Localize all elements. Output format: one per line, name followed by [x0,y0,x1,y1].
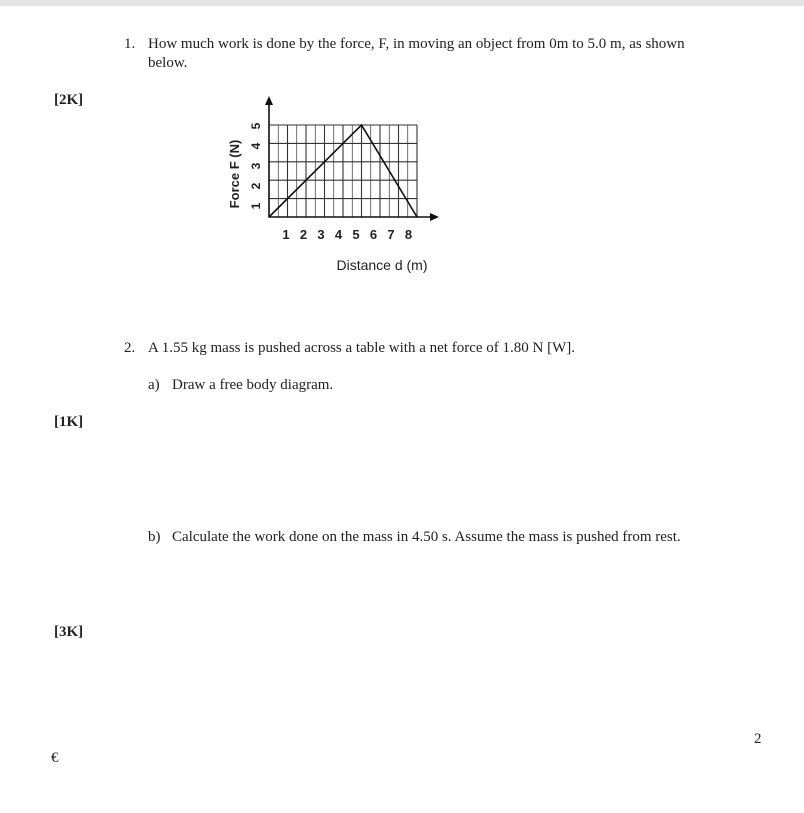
part-a-label: a) [148,377,160,393]
x-tick-label: 6 [369,227,378,242]
y-axis-label: Force F (N) [227,139,242,209]
data-point [361,124,363,126]
y-tick-label: 3 [249,162,263,170]
data-point [268,216,270,218]
x-tick-label: 2 [299,227,308,242]
question-1-number: 1. [124,36,136,52]
part-a-text: Draw a free body diagram. [172,377,334,393]
x-tick-label: 8 [404,227,413,242]
marks-q1: [2K] [54,92,84,108]
marks-q2a: [1K] [54,414,84,430]
x-axis-label: Distance d (m) [336,257,428,273]
part-b-label: b) [148,529,161,545]
x-tick-label: 5 [352,227,360,242]
y-tick-label: 1 [249,202,263,210]
part-b-text: Calculate the work done on the mass in 4.50 s. Assume the mass is pushed from rest. [172,529,681,545]
force-distance-graph [220,90,450,290]
x-axis-arrow [430,213,439,221]
top-border [0,0,804,6]
x-tick-label: 4 [334,227,343,242]
question-2-text: A 1.55 kg mass is pushed across a table with a net force of 1.80 N [W]. [148,340,575,356]
chart-grid [269,125,417,217]
data-point [416,216,418,218]
y-tick-label: 2 [249,182,263,190]
question-2-number: 2. [124,340,136,356]
x-tick-label: 3 [317,227,325,242]
page-number: 2 [754,731,762,747]
y-tick-label: 5 [249,122,263,130]
footer-euro-symbol: € [51,750,59,766]
y-tick-label: 4 [249,142,263,150]
x-tick-labels [282,227,412,242]
question-1-text: How much work is done by the force, F, in moving an object from 0m to 5.0 m, as shown [148,36,685,52]
y-axis-arrow [265,96,273,105]
x-tick-label: 7 [387,227,395,242]
marks-q2b: [3K] [54,624,84,640]
x-tick-label: 1 [282,227,290,242]
question-1-text-continued: below. [148,55,188,71]
y-tick-labels [249,122,263,209]
